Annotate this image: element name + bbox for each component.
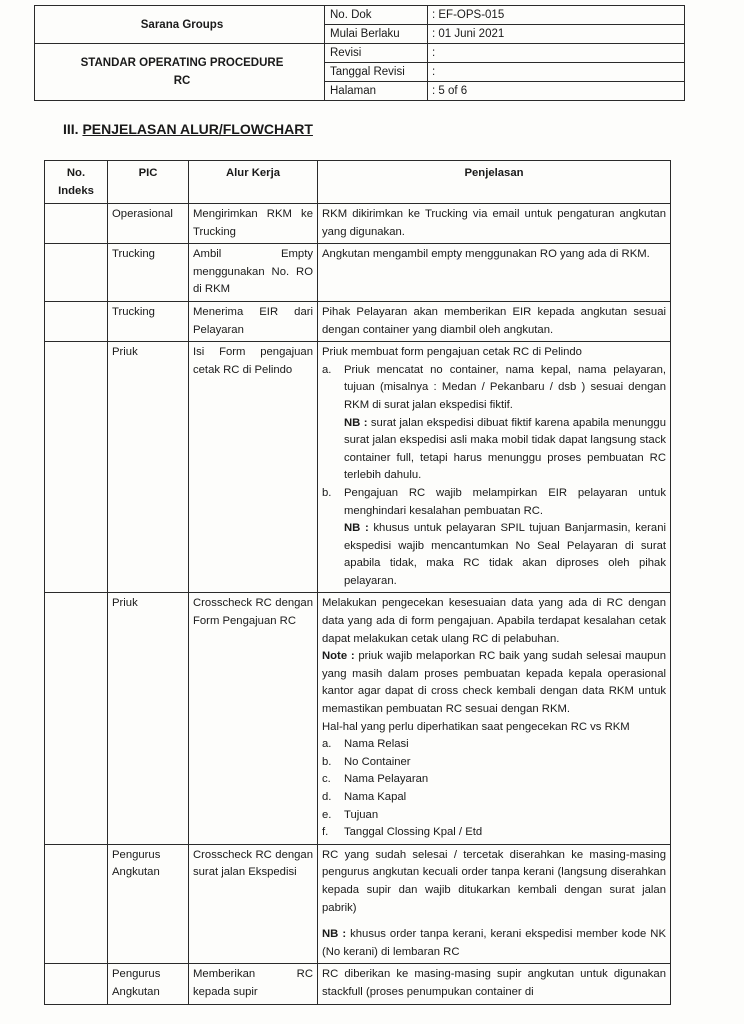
list-item bbox=[322, 789, 666, 807]
row-penjelasan bbox=[318, 593, 671, 844]
item-letter: a. bbox=[322, 363, 332, 376]
note-text: khusus untuk pelayaran SPIL tujuan Banjarmasin, kerani ekspedisi wajib mencantumkan No Seal Pelayaran di surat apabila tidak, maka RC tidak akan diproses oleh pihak pelayaran. bbox=[344, 522, 666, 587]
document-title-line1: STANDAR OPERATING PROCEDURE bbox=[80, 57, 284, 69]
revision-date-label: Tanggal Revisi bbox=[325, 63, 428, 82]
row-penjelasan: RKM dikirimkan ke Trucking via email untuk pengaturan angkutan yang digunakan. bbox=[318, 204, 671, 244]
item-note bbox=[344, 415, 666, 485]
item-text: Priuk mencatat no container, nama kepal, nama pelayaran, tujuan (misalnya : Medan / Pekanbaru / dsb ) sesuai dengan RKM di surat jalan ekspedisi fiktif. bbox=[344, 363, 666, 411]
list-item bbox=[322, 771, 666, 789]
item-letter: b. bbox=[322, 755, 332, 768]
document-header bbox=[34, 5, 685, 101]
row-penjelasan: Pihak Pelayaran akan memberikan EIR kepada angkutan sesuai dengan container yang diambil oleh angkutan. bbox=[318, 301, 671, 341]
checklist-intro: Hal-hal yang perlu diperhatikan saat pengecekan RC vs RKM bbox=[322, 720, 630, 733]
row-pic: Pengurus Angkutan bbox=[108, 844, 189, 964]
item-text: Nama Kapal bbox=[344, 791, 407, 803]
row-index bbox=[45, 301, 108, 341]
checklist bbox=[322, 736, 666, 842]
column-header-index: No. Indeks bbox=[45, 161, 108, 204]
section-heading bbox=[63, 121, 313, 137]
row-note bbox=[322, 648, 666, 718]
row-penjelasan bbox=[318, 342, 671, 593]
table-row bbox=[45, 244, 671, 302]
row-intro: Priuk membuat form pengajuan cetak RC di Pelindo bbox=[322, 346, 582, 359]
page-label: Halaman bbox=[325, 82, 428, 101]
doc-number-value: : EF-OPS-015 bbox=[428, 6, 685, 25]
effective-date-value: : 01 Juni 2021 bbox=[428, 25, 685, 44]
row-penjelasan: RC diberikan ke masing-masing supir angkutan untuk digunakan stackfull (proses penumpukan container di bbox=[318, 964, 671, 1004]
item-letter: b. bbox=[322, 486, 332, 499]
row-index bbox=[45, 342, 108, 593]
item-note bbox=[344, 520, 666, 590]
note-text: priuk wajib melaporkan RC baik yang sudah selesai maupun yang masih dalam proses pembuatan kepada kepala operasional kantor agar dapat di cross check kembali dengan data RKM untuk memastikan pembuatan RC sesuai dengan RKM. bbox=[322, 650, 666, 716]
flowchart-table bbox=[44, 160, 671, 1005]
item-text: Tujuan bbox=[344, 808, 379, 821]
column-header-penjelasan: Penjelasan bbox=[318, 161, 671, 204]
row-alur: Menerima EIR dari Pelayaran bbox=[189, 301, 318, 341]
row-pic: Priuk bbox=[108, 342, 189, 593]
item-letter: d. bbox=[322, 791, 332, 803]
row-index bbox=[45, 844, 108, 964]
row-penjelasan: Angkutan mengambil empty menggunakan RO yang ada di RKM. bbox=[318, 244, 671, 302]
row-index bbox=[45, 204, 108, 244]
row-pic: Trucking bbox=[108, 301, 189, 341]
note-text: khusus order tanpa kerani, kerani ekspedisi member kode NK (No kerani) di lembaran RC bbox=[322, 928, 667, 958]
row-alur: Crosscheck RC dengan surat jalan Ekspedisi bbox=[189, 844, 318, 964]
row-alur: Ambil Empty menggunakan No. RO di RKM bbox=[189, 244, 318, 302]
row-paragraph: RC yang sudah selesai / tercetak diserahkan ke masing-masing pengurus angkutan kecuali order tanpa kerani (langsung diserahkan kepada supir dan wajib ditukarkan kembali dengan surat jalan pabrik) bbox=[322, 848, 666, 914]
revision-label: Revisi bbox=[325, 44, 428, 63]
row-note bbox=[322, 926, 666, 961]
row-alur: Mengirimkan RKM ke Trucking bbox=[189, 204, 318, 244]
row-paragraph: Melakukan pengecekan kesesuaian data yang ada di RC dengan data yang ada di form pengajuan. Apabila terdapat kesalahan cetak dapat melakukan cetak ulang RC di pelabuhan. bbox=[322, 597, 666, 645]
item-text: Tanggal Clossing Kpal / Etd bbox=[344, 826, 483, 839]
note-text: surat jalan ekspedisi dibuat fiktif karena apabila menunggu surat jalan ekspedisi asli maka mobil tidak dapat langsung stack container full, tetapi harus menunggu proses pembuatan RC terlebih dahulu. bbox=[344, 416, 666, 482]
section-number: III. bbox=[63, 121, 79, 137]
note-label: Note : bbox=[322, 650, 355, 663]
row-penjelasan bbox=[318, 844, 671, 964]
table-header-row bbox=[45, 161, 671, 204]
page-value: : 5 of 6 bbox=[428, 82, 685, 101]
row-pic: Operasional bbox=[108, 204, 189, 244]
row-alur: Crosscheck RC dengan Form Pengajuan RC bbox=[189, 593, 318, 844]
list-item bbox=[322, 807, 666, 825]
table-row bbox=[45, 342, 671, 593]
row-index bbox=[45, 964, 108, 1004]
table-row bbox=[45, 844, 671, 964]
row-pic: Trucking bbox=[108, 244, 189, 302]
item-list bbox=[322, 362, 666, 591]
note-label: NB : bbox=[344, 522, 369, 535]
company-name: Sarana Groups bbox=[35, 6, 325, 44]
item-text: No Container bbox=[344, 755, 411, 768]
item-letter: e. bbox=[322, 808, 332, 821]
revision-value: : bbox=[428, 44, 685, 63]
revision-date-value: : bbox=[428, 63, 685, 82]
item-text: Pengajuan RC wajib melampirkan EIR pelayaran untuk menghindari kesalahan pembuatan RC. bbox=[344, 486, 666, 517]
row-index bbox=[45, 593, 108, 844]
row-alur: Isi Form pengajuan cetak RC di Pelindo bbox=[189, 342, 318, 593]
list-item bbox=[322, 362, 666, 485]
item-letter: f. bbox=[322, 826, 329, 839]
doc-number-label: No. Dok bbox=[325, 6, 428, 25]
column-header-alur: Alur Kerja bbox=[189, 161, 318, 204]
effective-date-label: Mulai Berlaku bbox=[325, 25, 428, 44]
item-letter: a. bbox=[322, 738, 332, 751]
note-label: NB : bbox=[344, 416, 368, 429]
row-index bbox=[45, 244, 108, 302]
column-header-pic: PIC bbox=[108, 161, 189, 204]
item-text: Nama Relasi bbox=[344, 738, 409, 751]
list-item bbox=[322, 824, 666, 842]
note-label: NB : bbox=[322, 928, 347, 941]
section-title: PENJELASAN ALUR/FLOWCHART bbox=[82, 121, 313, 137]
row-pic: Priuk bbox=[108, 593, 189, 844]
row-alur: Memberikan RC kepada supir bbox=[189, 964, 318, 1004]
document-title bbox=[35, 44, 325, 101]
list-item bbox=[322, 736, 666, 754]
table-row bbox=[45, 204, 671, 244]
item-letter: c. bbox=[322, 773, 331, 786]
row-pic: Pengurus Angkutan bbox=[108, 964, 189, 1004]
list-item bbox=[322, 485, 666, 591]
list-item bbox=[322, 754, 666, 772]
table-row bbox=[45, 964, 671, 1004]
document-title-line2: RC bbox=[173, 75, 191, 87]
table-row bbox=[45, 301, 671, 341]
item-text: Nama Pelayaran bbox=[344, 773, 429, 786]
table-row bbox=[45, 593, 671, 844]
